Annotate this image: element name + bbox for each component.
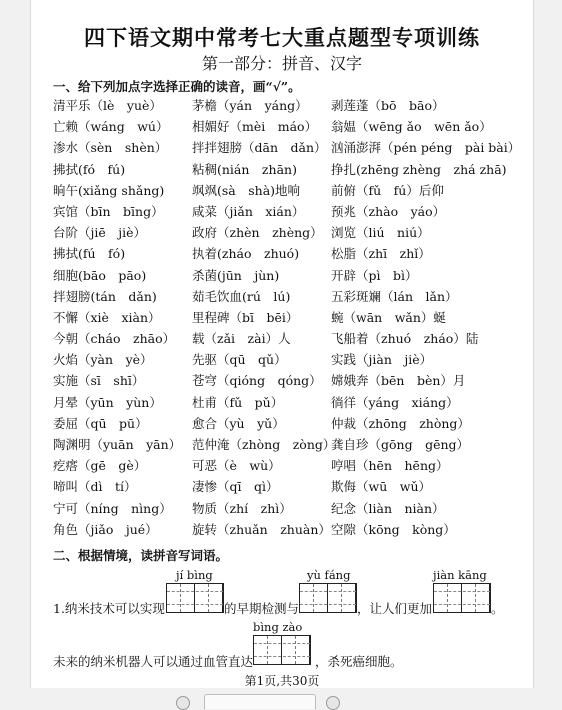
choice-row <box>53 435 523 456</box>
choice-item[interactable]: 宾馆（bīn bīng） <box>53 203 164 219</box>
question-1-part-a: 1.纳米技术可以实现 <box>53 601 165 616</box>
choice-item[interactable]: 空隙（kōng kòng） <box>331 521 456 537</box>
choice-item[interactable]: 里程碑（bī bēi） <box>192 309 299 325</box>
choice-item[interactable]: 清平乐（lè yuè） <box>53 98 162 113</box>
page-subtitle: 第一部分：拼音、汉字 <box>201 54 362 73</box>
choice-item[interactable]: 相媚好（mèi máo） <box>192 119 318 135</box>
choice-item[interactable]: 杜甫（fǔ pǔ） <box>192 394 284 410</box>
pinyin-prompt: jí bìng <box>176 568 213 582</box>
choice-item[interactable]: 旋转（zhuǎn zhuàn） <box>192 521 331 537</box>
section-2-heading: 二、根据情境，读拼音写词语。 <box>53 548 229 563</box>
page-footer: 第1页,共30页 <box>244 674 320 688</box>
choice-row <box>53 202 523 223</box>
choice-item[interactable]: 徜徉（yáng xiáng） <box>331 394 459 410</box>
choice-item[interactable]: 汹涌澎湃（pén péng pài bài） <box>331 140 521 156</box>
choice-item[interactable]: 先驱（qū qǔ） <box>192 352 287 368</box>
choice-item[interactable]: 粘稠(nián zhān) <box>192 161 297 177</box>
choice-item[interactable]: 拌拌翅膀（dān dǎn） <box>192 140 327 156</box>
choice-row <box>53 117 523 138</box>
choice-item[interactable]: 翁媪（wēng ǎo wēn ǎo） <box>331 119 492 135</box>
choice-row <box>53 138 523 159</box>
choice-item[interactable]: 可恶（è wù） <box>192 458 281 474</box>
choice-row <box>53 414 523 435</box>
choice-row <box>53 477 523 498</box>
choice-item[interactable]: 晌午(xiǎng shǎng) <box>53 182 165 198</box>
choice-row <box>53 499 523 520</box>
choice-item[interactable]: 五彩斑斓（lán lǎn） <box>331 288 458 304</box>
pinyin-choice-grid <box>53 96 523 541</box>
choice-item[interactable]: 载（zǎi zài）人 <box>192 331 291 347</box>
pinyin-prompt: bìng zào <box>253 620 303 634</box>
choice-item[interactable]: 细胞(bāo pāo) <box>53 267 147 283</box>
page-navigation-bar <box>176 694 386 708</box>
choice-item[interactable]: 拂拭(fó fú) <box>53 161 126 177</box>
question-2-end: ，杀死癌细胞。 <box>315 654 403 669</box>
choice-item[interactable]: 拂拭(fú fó) <box>53 246 126 262</box>
choice-item[interactable]: 委屈（qū pū） <box>53 415 148 431</box>
choice-item[interactable]: 愈合（yù yǔ） <box>192 415 285 431</box>
choice-item[interactable]: 嫦娥奔（bēn bèn）月 <box>331 373 466 389</box>
choice-row <box>53 223 523 244</box>
choice-item[interactable]: 剥莲蓬（bō bāo） <box>331 98 445 113</box>
page-title: 四下语文期中常考七大重点题型专项训练 <box>84 25 480 50</box>
choice-item[interactable]: 咸菜（jiǎn xián） <box>192 203 305 219</box>
choice-item[interactable]: 纪念（liàn niàn） <box>331 500 445 516</box>
choice-item[interactable]: 松脂（zhī zhǐ） <box>331 246 431 262</box>
choice-item[interactable]: 开辟（pì bì） <box>331 267 418 283</box>
pinyin-prompt: jiàn kāng <box>433 568 487 582</box>
answer-box[interactable] <box>166 583 224 613</box>
answer-box[interactable] <box>299 583 357 613</box>
choice-item[interactable]: 浏览（liú niú） <box>331 225 430 241</box>
question-1-part-b: 的早期检测与 <box>224 601 300 616</box>
choice-item[interactable]: 欺侮（wū wǔ） <box>331 479 432 495</box>
choice-item[interactable]: 实施（sī shī） <box>53 373 145 389</box>
choice-item[interactable]: 陶渊明（yuān yān） <box>53 437 182 452</box>
choice-item[interactable]: 角色（jiǎo jué） <box>53 521 158 537</box>
choice-row <box>53 96 523 117</box>
choice-row <box>53 308 523 329</box>
choice-item[interactable]: 凄惨（qī qì） <box>192 479 279 495</box>
choice-row <box>53 329 523 350</box>
section-1-heading: 一、给下列加点字选择正确的读音，画“√”。 <box>53 79 301 94</box>
choice-item[interactable]: 蜿（wān wǎn）蜒 <box>331 309 446 325</box>
choice-item[interactable]: 物质（zhí zhì） <box>192 500 292 516</box>
choice-row <box>53 181 523 202</box>
choice-item[interactable]: 龚自珍（gōng gēng） <box>331 437 470 452</box>
answer-box[interactable] <box>253 635 311 665</box>
choice-item[interactable]: 预兆（zhào yáo） <box>331 203 446 219</box>
question-1-end: 。 <box>491 601 504 616</box>
choice-item[interactable]: 飞船着（zhuó zháo）陆 <box>331 331 479 347</box>
choice-item[interactable]: 飒飒(sà shà)地响 <box>192 182 301 198</box>
choice-item[interactable]: 仲裁（zhōng zhòng） <box>331 415 470 431</box>
choice-item[interactable]: 苍穹（qióng qóng） <box>192 373 322 389</box>
document-page <box>30 0 534 688</box>
choice-row <box>53 393 523 414</box>
choice-row <box>53 520 523 541</box>
answer-box[interactable] <box>433 583 491 613</box>
choice-item[interactable]: 今朝（cháo zhāo） <box>53 331 176 347</box>
choice-item[interactable]: 政府（zhèn zhèng） <box>192 225 323 241</box>
choice-item[interactable]: 实践（jiàn jiè） <box>331 352 433 368</box>
choice-item[interactable]: 范仲淹（zhòng zòng） <box>192 437 336 452</box>
choice-row <box>53 266 523 287</box>
pinyin-prompt: yù fáng <box>307 568 351 582</box>
choice-item[interactable]: 哼唱（hēn hēng） <box>331 458 449 474</box>
choice-row <box>53 456 523 477</box>
choice-row <box>53 244 523 265</box>
choice-item[interactable]: 月晕（yūn yùn） <box>53 394 162 410</box>
choice-item[interactable]: 不懈（xiè xiàn） <box>53 309 161 325</box>
choice-row <box>53 287 523 308</box>
choice-item[interactable]: 火焰（yàn yè） <box>53 352 153 368</box>
choice-item[interactable]: 茅檐（yán yáng） <box>192 98 308 113</box>
choice-item[interactable]: 执着(zháo zhuó) <box>192 246 300 262</box>
choice-item[interactable]: 前俯（fǔ fú）后仰 <box>331 182 444 198</box>
choice-item[interactable]: 渗水（sèn shèn） <box>53 140 168 156</box>
choice-row <box>53 371 523 392</box>
choice-item[interactable]: 宁可（níng nìng） <box>53 500 172 516</box>
question-2-part-a: 未来的纳米机器人可以通过血管直达 <box>53 654 254 669</box>
choice-item[interactable]: 台阶（jiē jiè） <box>53 225 147 241</box>
choice-item[interactable]: 拌翅膀(tán dǎn) <box>53 288 157 304</box>
choice-item[interactable]: 啼叫（dì tí） <box>53 479 137 495</box>
choice-item[interactable]: 疙瘩（gē gè） <box>53 458 147 474</box>
choice-item[interactable]: 茹毛饮血(rú lú) <box>192 288 291 304</box>
choice-row <box>53 350 523 371</box>
choice-item[interactable]: 杀菌(jūn jùn) <box>192 267 280 283</box>
page-number-field[interactable] <box>204 694 316 709</box>
choice-item[interactable]: 亡赖（wáng wú） <box>53 119 169 135</box>
choice-row <box>53 160 523 181</box>
choice-item[interactable]: 挣扎(zhēng zhèng zhá zhā) <box>331 161 507 177</box>
question-1-part-c: ，让人们更加 <box>357 601 433 616</box>
